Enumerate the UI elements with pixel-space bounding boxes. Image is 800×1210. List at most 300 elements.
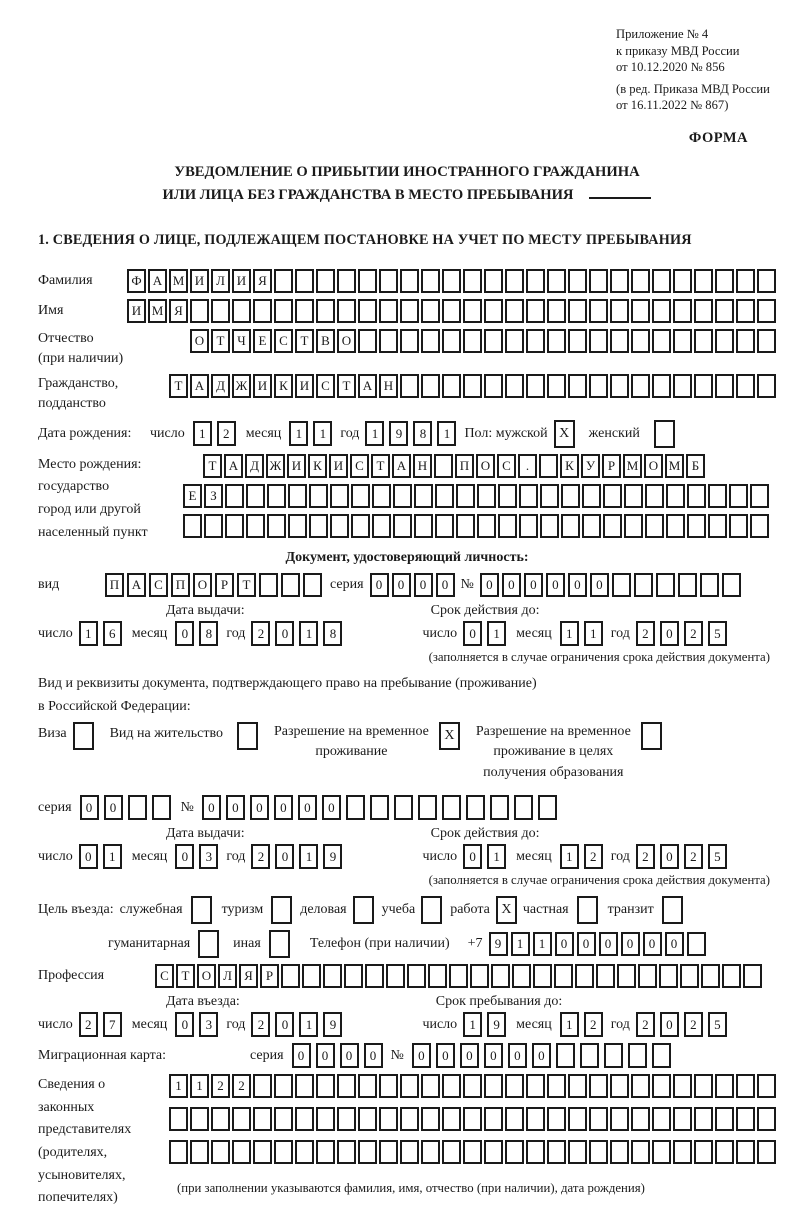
char-cell[interactable] bbox=[274, 299, 293, 323]
char-cell[interactable] bbox=[659, 964, 678, 988]
char-cell[interactable] bbox=[421, 374, 440, 398]
permit-valid-month-input[interactable] bbox=[560, 844, 603, 869]
char-cell[interactable] bbox=[253, 1107, 272, 1131]
char-cell[interactable] bbox=[582, 514, 601, 538]
char-cell[interactable]: Т bbox=[169, 374, 188, 398]
checkbox-purpose-transit[interactable] bbox=[662, 896, 683, 924]
char-cell[interactable] bbox=[736, 1140, 755, 1164]
char-cell[interactable]: И bbox=[287, 454, 306, 478]
char-cell[interactable] bbox=[191, 896, 212, 924]
char-cell[interactable] bbox=[442, 269, 461, 293]
char-cell[interactable] bbox=[589, 329, 608, 353]
char-cell[interactable]: 9 bbox=[323, 844, 342, 869]
char-cell[interactable] bbox=[736, 329, 755, 353]
char-cell[interactable] bbox=[183, 514, 202, 538]
char-cell[interactable]: Е bbox=[183, 484, 202, 508]
char-cell[interactable] bbox=[169, 1140, 188, 1164]
char-cell[interactable]: М bbox=[665, 454, 684, 478]
char-cell[interactable] bbox=[538, 795, 557, 820]
char-cell[interactable]: 9 bbox=[487, 1012, 506, 1037]
char-cell[interactable] bbox=[547, 1140, 566, 1164]
char-cell[interactable]: 9 bbox=[323, 1012, 342, 1037]
char-cell[interactable]: 1 bbox=[365, 421, 384, 446]
char-cell[interactable] bbox=[631, 329, 650, 353]
char-cell[interactable]: X bbox=[496, 896, 517, 924]
char-cell[interactable] bbox=[589, 1074, 608, 1098]
char-cell[interactable] bbox=[652, 374, 671, 398]
char-cell[interactable] bbox=[259, 573, 278, 597]
char-cell[interactable]: Д bbox=[245, 454, 264, 478]
entry-year-input[interactable] bbox=[251, 1012, 342, 1037]
char-cell[interactable] bbox=[575, 964, 594, 988]
char-cell[interactable]: 1 bbox=[79, 621, 98, 646]
char-cell[interactable] bbox=[729, 514, 748, 538]
char-cell[interactable]: 0 bbox=[274, 795, 293, 820]
char-cell[interactable]: О bbox=[476, 454, 495, 478]
char-cell[interactable] bbox=[225, 484, 244, 508]
char-cell[interactable] bbox=[323, 964, 342, 988]
char-cell[interactable] bbox=[393, 484, 412, 508]
char-cell[interactable] bbox=[589, 1140, 608, 1164]
char-cell[interactable] bbox=[421, 269, 440, 293]
char-cell[interactable]: Л bbox=[218, 964, 237, 988]
char-cell[interactable] bbox=[484, 329, 503, 353]
char-cell[interactable] bbox=[379, 329, 398, 353]
char-cell[interactable] bbox=[442, 1074, 461, 1098]
char-cell[interactable] bbox=[281, 573, 300, 597]
char-cell[interactable]: О bbox=[193, 573, 212, 597]
char-cell[interactable] bbox=[540, 484, 559, 508]
doc-series-input[interactable] bbox=[370, 573, 455, 597]
char-cell[interactable] bbox=[568, 1107, 587, 1131]
char-cell[interactable]: 0 bbox=[436, 573, 455, 597]
char-cell[interactable] bbox=[568, 329, 587, 353]
char-cell[interactable] bbox=[435, 484, 454, 508]
char-cell[interactable] bbox=[400, 299, 419, 323]
char-cell[interactable] bbox=[358, 1107, 377, 1131]
char-cell[interactable] bbox=[274, 1074, 293, 1098]
char-cell[interactable] bbox=[498, 484, 517, 508]
char-cell[interactable] bbox=[463, 269, 482, 293]
char-cell[interactable] bbox=[337, 1140, 356, 1164]
char-cell[interactable]: 8 bbox=[199, 621, 218, 646]
char-cell[interactable] bbox=[589, 374, 608, 398]
char-cell[interactable]: Т bbox=[203, 454, 222, 478]
char-cell[interactable] bbox=[631, 299, 650, 323]
char-cell[interactable]: А bbox=[392, 454, 411, 478]
doc-issue-month-input[interactable] bbox=[175, 621, 218, 646]
doc-number-input[interactable] bbox=[480, 573, 741, 597]
char-cell[interactable]: 0 bbox=[80, 795, 99, 820]
char-cell[interactable] bbox=[302, 964, 321, 988]
char-cell[interactable] bbox=[211, 1140, 230, 1164]
char-cell[interactable] bbox=[484, 269, 503, 293]
char-cell[interactable] bbox=[568, 1140, 587, 1164]
char-cell[interactable] bbox=[365, 964, 384, 988]
char-cell[interactable] bbox=[442, 1140, 461, 1164]
char-cell[interactable] bbox=[316, 1140, 335, 1164]
char-cell[interactable]: 1 bbox=[299, 1012, 318, 1037]
citizenship-input[interactable] bbox=[169, 374, 776, 398]
char-cell[interactable] bbox=[673, 1107, 692, 1131]
char-cell[interactable] bbox=[491, 964, 510, 988]
char-cell[interactable] bbox=[750, 484, 769, 508]
char-cell[interactable] bbox=[694, 374, 713, 398]
char-cell[interactable] bbox=[715, 374, 734, 398]
char-cell[interactable] bbox=[673, 269, 692, 293]
checkbox-purpose-humanitarian[interactable] bbox=[198, 930, 219, 958]
char-cell[interactable] bbox=[505, 1140, 524, 1164]
char-cell[interactable]: Н bbox=[379, 374, 398, 398]
char-cell[interactable]: 9 bbox=[489, 932, 508, 956]
char-cell[interactable]: 1 bbox=[463, 1012, 482, 1037]
char-cell[interactable]: 1 bbox=[560, 844, 579, 869]
birth-month-input[interactable] bbox=[289, 421, 332, 446]
char-cell[interactable]: О bbox=[197, 964, 216, 988]
char-cell[interactable] bbox=[358, 299, 377, 323]
char-cell[interactable] bbox=[694, 299, 713, 323]
char-cell[interactable] bbox=[736, 1107, 755, 1131]
char-cell[interactable] bbox=[687, 484, 706, 508]
char-cell[interactable] bbox=[463, 1074, 482, 1098]
char-cell[interactable]: И bbox=[232, 269, 251, 293]
char-cell[interactable] bbox=[379, 1140, 398, 1164]
char-cell[interactable] bbox=[505, 329, 524, 353]
char-cell[interactable]: З bbox=[204, 484, 223, 508]
char-cell[interactable] bbox=[128, 795, 147, 820]
char-cell[interactable] bbox=[708, 514, 727, 538]
char-cell[interactable] bbox=[421, 1074, 440, 1098]
char-cell[interactable]: 0 bbox=[414, 573, 433, 597]
char-cell[interactable] bbox=[610, 1140, 629, 1164]
char-cell[interactable]: 1 bbox=[533, 932, 552, 956]
char-cell[interactable] bbox=[596, 964, 615, 988]
char-cell[interactable] bbox=[700, 573, 719, 597]
char-cell[interactable] bbox=[316, 269, 335, 293]
char-cell[interactable] bbox=[757, 374, 776, 398]
char-cell[interactable]: 5 bbox=[708, 1012, 727, 1037]
char-cell[interactable]: 0 bbox=[370, 573, 389, 597]
char-cell[interactable]: 2 bbox=[251, 621, 270, 646]
char-cell[interactable] bbox=[330, 514, 349, 538]
char-cell[interactable] bbox=[624, 484, 643, 508]
char-cell[interactable]: 1 bbox=[289, 421, 308, 446]
char-cell[interactable]: 0 bbox=[555, 932, 574, 956]
char-cell[interactable] bbox=[190, 1107, 209, 1131]
char-cell[interactable] bbox=[370, 795, 389, 820]
char-cell[interactable] bbox=[652, 1140, 671, 1164]
char-cell[interactable] bbox=[757, 269, 776, 293]
char-cell[interactable] bbox=[610, 329, 629, 353]
char-cell[interactable] bbox=[407, 964, 426, 988]
char-cell[interactable] bbox=[505, 269, 524, 293]
char-cell[interactable] bbox=[421, 1107, 440, 1131]
char-cell[interactable]: 5 bbox=[708, 621, 727, 646]
char-cell[interactable] bbox=[547, 299, 566, 323]
char-cell[interactable] bbox=[169, 1107, 188, 1131]
char-cell[interactable]: Т bbox=[371, 454, 390, 478]
char-cell[interactable]: X bbox=[554, 420, 575, 448]
char-cell[interactable] bbox=[271, 896, 292, 924]
char-cell[interactable]: 3 bbox=[199, 844, 218, 869]
char-cell[interactable] bbox=[526, 374, 545, 398]
char-cell[interactable]: 0 bbox=[275, 844, 294, 869]
char-cell[interactable] bbox=[617, 964, 636, 988]
char-cell[interactable]: 8 bbox=[323, 621, 342, 646]
char-cell[interactable] bbox=[666, 514, 685, 538]
char-cell[interactable]: 0 bbox=[599, 932, 618, 956]
char-cell[interactable] bbox=[641, 722, 662, 750]
char-cell[interactable] bbox=[477, 514, 496, 538]
representatives-row3-input[interactable] bbox=[169, 1140, 776, 1164]
char-cell[interactable]: 0 bbox=[463, 844, 482, 869]
char-cell[interactable]: Л bbox=[211, 269, 230, 293]
char-cell[interactable]: 6 bbox=[103, 621, 122, 646]
char-cell[interactable]: 2 bbox=[636, 621, 655, 646]
char-cell[interactable]: С bbox=[350, 454, 369, 478]
char-cell[interactable]: 0 bbox=[322, 795, 341, 820]
char-cell[interactable] bbox=[477, 484, 496, 508]
char-cell[interactable]: А bbox=[224, 454, 243, 478]
char-cell[interactable]: 0 bbox=[275, 1012, 294, 1037]
char-cell[interactable]: 0 bbox=[502, 573, 521, 597]
char-cell[interactable] bbox=[505, 1074, 524, 1098]
char-cell[interactable] bbox=[631, 1107, 650, 1131]
char-cell[interactable] bbox=[628, 1043, 647, 1068]
char-cell[interactable] bbox=[309, 484, 328, 508]
char-cell[interactable] bbox=[561, 514, 580, 538]
char-cell[interactable] bbox=[638, 964, 657, 988]
char-cell[interactable] bbox=[666, 484, 685, 508]
char-cell[interactable]: Т bbox=[337, 374, 356, 398]
char-cell[interactable]: Ч bbox=[232, 329, 251, 353]
char-cell[interactable] bbox=[568, 299, 587, 323]
char-cell[interactable]: 1 bbox=[487, 844, 506, 869]
char-cell[interactable]: 0 bbox=[436, 1043, 455, 1068]
char-cell[interactable] bbox=[757, 329, 776, 353]
char-cell[interactable] bbox=[736, 269, 755, 293]
char-cell[interactable] bbox=[353, 896, 374, 924]
char-cell[interactable] bbox=[554, 964, 573, 988]
char-cell[interactable] bbox=[394, 795, 413, 820]
checkbox-purpose-study[interactable] bbox=[421, 896, 442, 924]
char-cell[interactable]: А bbox=[127, 573, 146, 597]
char-cell[interactable] bbox=[330, 484, 349, 508]
char-cell[interactable] bbox=[634, 573, 653, 597]
char-cell[interactable] bbox=[295, 269, 314, 293]
char-cell[interactable] bbox=[715, 1107, 734, 1131]
char-cell[interactable]: 0 bbox=[665, 932, 684, 956]
char-cell[interactable]: X bbox=[439, 722, 460, 750]
char-cell[interactable] bbox=[603, 514, 622, 538]
char-cell[interactable] bbox=[269, 930, 290, 958]
char-cell[interactable]: 0 bbox=[508, 1043, 527, 1068]
char-cell[interactable] bbox=[316, 1107, 335, 1131]
char-cell[interactable] bbox=[232, 1140, 251, 1164]
checkbox-temp-residence[interactable] bbox=[439, 722, 460, 750]
char-cell[interactable] bbox=[498, 514, 517, 538]
char-cell[interactable] bbox=[225, 514, 244, 538]
char-cell[interactable]: 9 bbox=[389, 421, 408, 446]
char-cell[interactable] bbox=[442, 374, 461, 398]
char-cell[interactable]: 0 bbox=[79, 844, 98, 869]
char-cell[interactable] bbox=[694, 1140, 713, 1164]
char-cell[interactable] bbox=[288, 514, 307, 538]
char-cell[interactable]: 1 bbox=[584, 621, 603, 646]
char-cell[interactable]: 0 bbox=[463, 621, 482, 646]
char-cell[interactable] bbox=[246, 514, 265, 538]
char-cell[interactable] bbox=[514, 795, 533, 820]
checkbox-residence[interactable] bbox=[237, 722, 258, 750]
char-cell[interactable] bbox=[526, 329, 545, 353]
char-cell[interactable] bbox=[463, 1107, 482, 1131]
char-cell[interactable] bbox=[379, 1107, 398, 1131]
char-cell[interactable] bbox=[421, 896, 442, 924]
char-cell[interactable] bbox=[662, 896, 683, 924]
char-cell[interactable]: 0 bbox=[226, 795, 245, 820]
char-cell[interactable] bbox=[715, 329, 734, 353]
birth-day-input[interactable] bbox=[193, 421, 236, 446]
char-cell[interactable] bbox=[673, 299, 692, 323]
char-cell[interactable]: 1 bbox=[511, 932, 530, 956]
doc-valid-month-input[interactable] bbox=[560, 621, 603, 646]
char-cell[interactable] bbox=[346, 795, 365, 820]
char-cell[interactable] bbox=[295, 1107, 314, 1131]
char-cell[interactable] bbox=[253, 1074, 272, 1098]
char-cell[interactable]: 0 bbox=[104, 795, 123, 820]
char-cell[interactable] bbox=[418, 795, 437, 820]
checkbox-purpose-work[interactable] bbox=[496, 896, 517, 924]
char-cell[interactable] bbox=[232, 1107, 251, 1131]
char-cell[interactable] bbox=[645, 514, 664, 538]
char-cell[interactable]: 2 bbox=[251, 1012, 270, 1037]
char-cell[interactable] bbox=[694, 1074, 713, 1098]
char-cell[interactable] bbox=[577, 896, 598, 924]
char-cell[interactable] bbox=[631, 374, 650, 398]
char-cell[interactable] bbox=[568, 374, 587, 398]
char-cell[interactable]: И bbox=[190, 269, 209, 293]
stay-month-input[interactable] bbox=[560, 1012, 603, 1037]
char-cell[interactable] bbox=[337, 299, 356, 323]
char-cell[interactable] bbox=[421, 329, 440, 353]
char-cell[interactable]: 0 bbox=[577, 932, 596, 956]
checkbox-temp-residence-edu[interactable] bbox=[641, 722, 662, 750]
char-cell[interactable]: 2 bbox=[584, 844, 603, 869]
char-cell[interactable]: Р bbox=[260, 964, 279, 988]
char-cell[interactable] bbox=[456, 514, 475, 538]
char-cell[interactable]: Т bbox=[176, 964, 195, 988]
char-cell[interactable] bbox=[288, 484, 307, 508]
char-cell[interactable]: С bbox=[149, 573, 168, 597]
char-cell[interactable] bbox=[490, 795, 509, 820]
char-cell[interactable] bbox=[274, 1140, 293, 1164]
char-cell[interactable]: 2 bbox=[636, 844, 655, 869]
char-cell[interactable] bbox=[442, 795, 461, 820]
stay-day-input[interactable] bbox=[463, 1012, 506, 1037]
char-cell[interactable] bbox=[267, 514, 286, 538]
char-cell[interactable] bbox=[434, 454, 453, 478]
char-cell[interactable] bbox=[526, 1074, 545, 1098]
char-cell[interactable] bbox=[303, 573, 322, 597]
char-cell[interactable]: 2 bbox=[684, 1012, 703, 1037]
char-cell[interactable] bbox=[379, 299, 398, 323]
char-cell[interactable] bbox=[610, 1107, 629, 1131]
char-cell[interactable] bbox=[673, 329, 692, 353]
char-cell[interactable]: 0 bbox=[392, 573, 411, 597]
char-cell[interactable] bbox=[198, 930, 219, 958]
char-cell[interactable] bbox=[715, 1074, 734, 1098]
char-cell[interactable]: Ф bbox=[127, 269, 146, 293]
char-cell[interactable] bbox=[610, 1074, 629, 1098]
char-cell[interactable]: Т bbox=[237, 573, 256, 597]
char-cell[interactable] bbox=[281, 964, 300, 988]
char-cell[interactable]: 2 bbox=[584, 1012, 603, 1037]
char-cell[interactable] bbox=[631, 1140, 650, 1164]
char-cell[interactable]: А bbox=[148, 269, 167, 293]
doc-valid-year-input[interactable] bbox=[636, 621, 727, 646]
char-cell[interactable] bbox=[267, 484, 286, 508]
char-cell[interactable] bbox=[656, 573, 675, 597]
char-cell[interactable]: А bbox=[358, 374, 377, 398]
char-cell[interactable] bbox=[589, 269, 608, 293]
char-cell[interactable]: Я bbox=[253, 269, 272, 293]
char-cell[interactable]: 0 bbox=[364, 1043, 383, 1068]
char-cell[interactable] bbox=[708, 484, 727, 508]
char-cell[interactable] bbox=[526, 269, 545, 293]
char-cell[interactable]: 0 bbox=[660, 844, 679, 869]
char-cell[interactable] bbox=[612, 573, 631, 597]
char-cell[interactable] bbox=[547, 1107, 566, 1131]
char-cell[interactable] bbox=[694, 269, 713, 293]
char-cell[interactable]: 0 bbox=[202, 795, 221, 820]
char-cell[interactable] bbox=[722, 573, 741, 597]
char-cell[interactable] bbox=[604, 1043, 623, 1068]
char-cell[interactable]: И bbox=[253, 374, 272, 398]
char-cell[interactable] bbox=[246, 484, 265, 508]
char-cell[interactable] bbox=[253, 1140, 272, 1164]
char-cell[interactable]: П bbox=[455, 454, 474, 478]
char-cell[interactable]: 0 bbox=[660, 1012, 679, 1037]
birth-year-input[interactable] bbox=[365, 421, 456, 446]
permit-issue-day-input[interactable] bbox=[79, 844, 122, 869]
char-cell[interactable]: Я bbox=[239, 964, 258, 988]
char-cell[interactable] bbox=[580, 1043, 599, 1068]
char-cell[interactable]: О bbox=[644, 454, 663, 478]
migration-series-input[interactable] bbox=[292, 1043, 383, 1068]
char-cell[interactable]: 0 bbox=[250, 795, 269, 820]
char-cell[interactable] bbox=[351, 484, 370, 508]
checkbox-male[interactable] bbox=[554, 420, 575, 448]
doc-issue-day-input[interactable] bbox=[79, 621, 122, 646]
checkbox-purpose-official[interactable] bbox=[191, 896, 212, 924]
char-cell[interactable] bbox=[358, 1140, 377, 1164]
char-cell[interactable]: Д bbox=[211, 374, 230, 398]
char-cell[interactable]: О bbox=[190, 329, 209, 353]
char-cell[interactable]: 2 bbox=[79, 1012, 98, 1037]
char-cell[interactable] bbox=[556, 1043, 575, 1068]
phone-input[interactable] bbox=[489, 932, 706, 956]
char-cell[interactable] bbox=[652, 299, 671, 323]
char-cell[interactable] bbox=[631, 269, 650, 293]
char-cell[interactable] bbox=[435, 514, 454, 538]
char-cell[interactable] bbox=[589, 299, 608, 323]
char-cell[interactable] bbox=[715, 299, 734, 323]
char-cell[interactable] bbox=[547, 269, 566, 293]
char-cell[interactable] bbox=[505, 1107, 524, 1131]
char-cell[interactable]: 0 bbox=[175, 1012, 194, 1037]
char-cell[interactable] bbox=[466, 795, 485, 820]
char-cell[interactable]: С bbox=[155, 964, 174, 988]
